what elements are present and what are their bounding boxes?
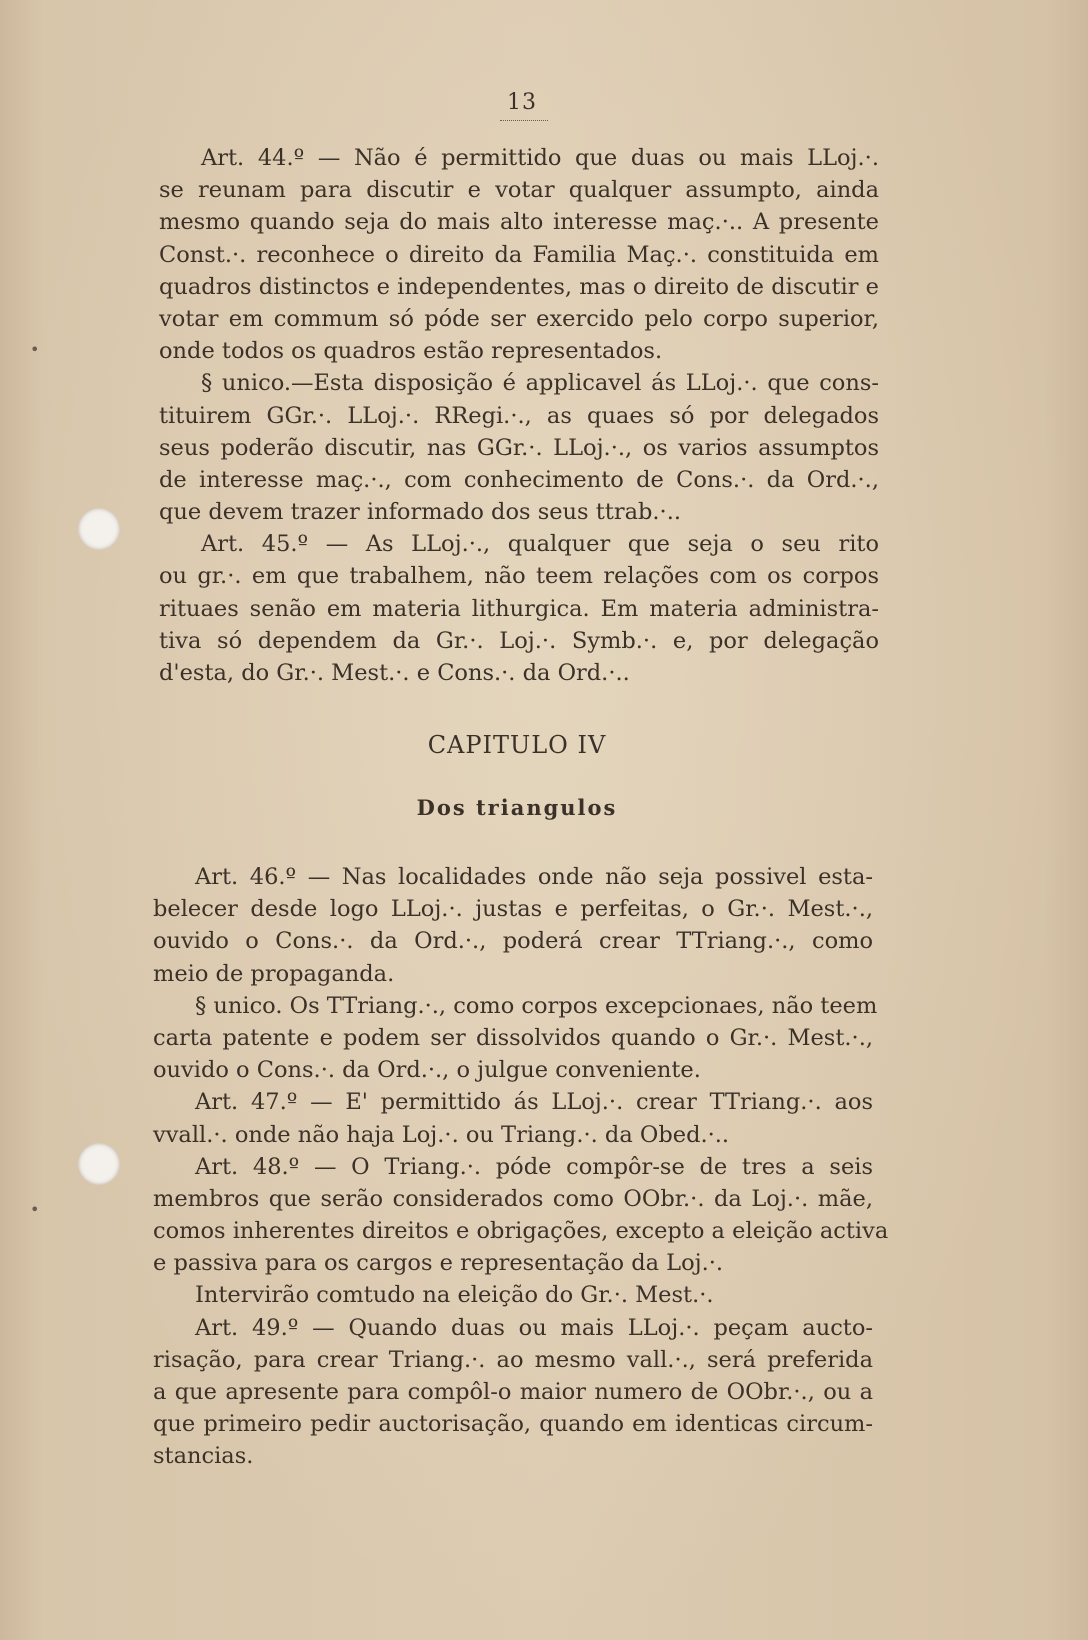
binding-hole-top	[78, 508, 120, 550]
text-line: ouvido o Cons.·. da Ord.·., o julgue conveniente.	[153, 1057, 701, 1084]
text-line: de interesse maç.·., com conhecimento de Cons.·. da Ord.·.,	[159, 466, 879, 493]
text-line: que primeiro pedir auctorisação, quando em identicas circum-	[153, 1411, 873, 1438]
text-line: Intervirão comtudo na eleição do Gr.·. Mest.·.	[195, 1282, 714, 1309]
text-line: seus poderão discutir, nas GGr.·. LLoj.·., os varios assumptos	[159, 434, 879, 461]
text-line: carta patente e podem ser dissolvidos quando o Gr.·. Mest.·.,	[153, 1024, 873, 1051]
text-line: Art. 45.º — As LLoj.·., qualquer que seja o seu rito	[201, 531, 879, 558]
text-line: Art. 47.º — E' permittido ás LLoj.·. crear TTriang.·. aos	[195, 1089, 873, 1116]
chapter-heading: CAPITULO IV	[427, 731, 607, 759]
page-number: 13	[507, 90, 537, 115]
text-line: e passiva para os cargos e representação da Loj.·.	[153, 1250, 724, 1277]
text-line: se reunam para discutir e votar qualquer assumpto, ainda	[159, 177, 879, 204]
article-section-46-49	[153, 861, 889, 1473]
text-line: belecer desde logo LLoj.·. justas e perfeitas, o Gr.·. Mest.·.,	[153, 896, 873, 923]
page-number-rule	[500, 120, 548, 121]
text-line: § unico.—Esta disposição é applicavel ás LLoj.·. que cons-	[201, 370, 879, 397]
text-line: comos inherentes direitos e obrigações, excepto a eleição activa	[153, 1218, 889, 1245]
text-line: risação, para crear Triang.·. ao mesmo vall.·., será preferida	[153, 1346, 873, 1373]
text-line: vvall.·. onde não haja Loj.·. ou Triang.·. da Obed.·..	[153, 1121, 730, 1148]
text-line: votar em commum só póde ser exercido pelo corpo superior,	[159, 305, 879, 332]
text-line: ouvido o Cons.·. da Ord.·., poderá crear TTriang.·., como	[153, 928, 873, 955]
text-line: stancias.	[153, 1443, 254, 1470]
text-line: membros que serão considerados como OObr.·. da Loj.·. mãe,	[153, 1185, 873, 1212]
binding-hole-bottom	[78, 1143, 120, 1185]
article-section-44-45	[159, 142, 879, 689]
text-line: a que apresente para compôl-o maior numero de OObr.·., ou a	[153, 1379, 873, 1405]
text-line: onde todos os quadros estão representados.	[159, 338, 663, 365]
text-line: que devem trazer informado dos seus ttrab.·..	[159, 499, 682, 526]
margin-speck-icon: •	[30, 340, 40, 359]
text-line: tiva só dependem da Gr.·. Loj.·. Symb.·. e, por delegação	[159, 627, 879, 654]
margin-speck-icon: •	[30, 1200, 40, 1219]
text-line: Art. 44.º — Não é permittido que duas ou mais LLoj.·.	[201, 145, 879, 171]
chapter-subtitle: Dos triangulos	[416, 795, 618, 820]
text-line: Art. 46.º — Nas localidades onde não seja possivel esta-	[195, 864, 873, 890]
text-line: ou gr.·. em que trabalhem, não teem relações com os corpos	[159, 563, 879, 590]
text-line: rituaes senão em materia lithurgica. Em materia administra-	[159, 595, 879, 622]
text-line: d'esta, do Gr.·. Mest.·. e Cons.·. da Ord.·..	[159, 660, 630, 686]
text-line: quadros distinctos e independentes, mas o direito de discutir e	[159, 273, 879, 300]
text-line: tituirem GGr.·. LLoj.·. RRegi.·., as quaes só por delegados	[159, 402, 879, 429]
text-line: § unico. Os TTriang.·., como corpos excepcionaes, não teem	[195, 992, 878, 1019]
text-line: meio de propaganda.	[153, 960, 395, 987]
text-line: Const.·. reconhece o direito da Familia Maç.·. constituida em	[159, 241, 879, 268]
text-line: Art. 49.º — Quando duas ou mais LLoj.·. peçam aucto-	[195, 1314, 873, 1341]
text-line: mesmo quando seja do mais alto interesse maç.·.. A presente	[159, 209, 879, 236]
text-line: Art. 48.º — O Triang.·. póde compôr-se de tres a seis	[195, 1153, 873, 1180]
